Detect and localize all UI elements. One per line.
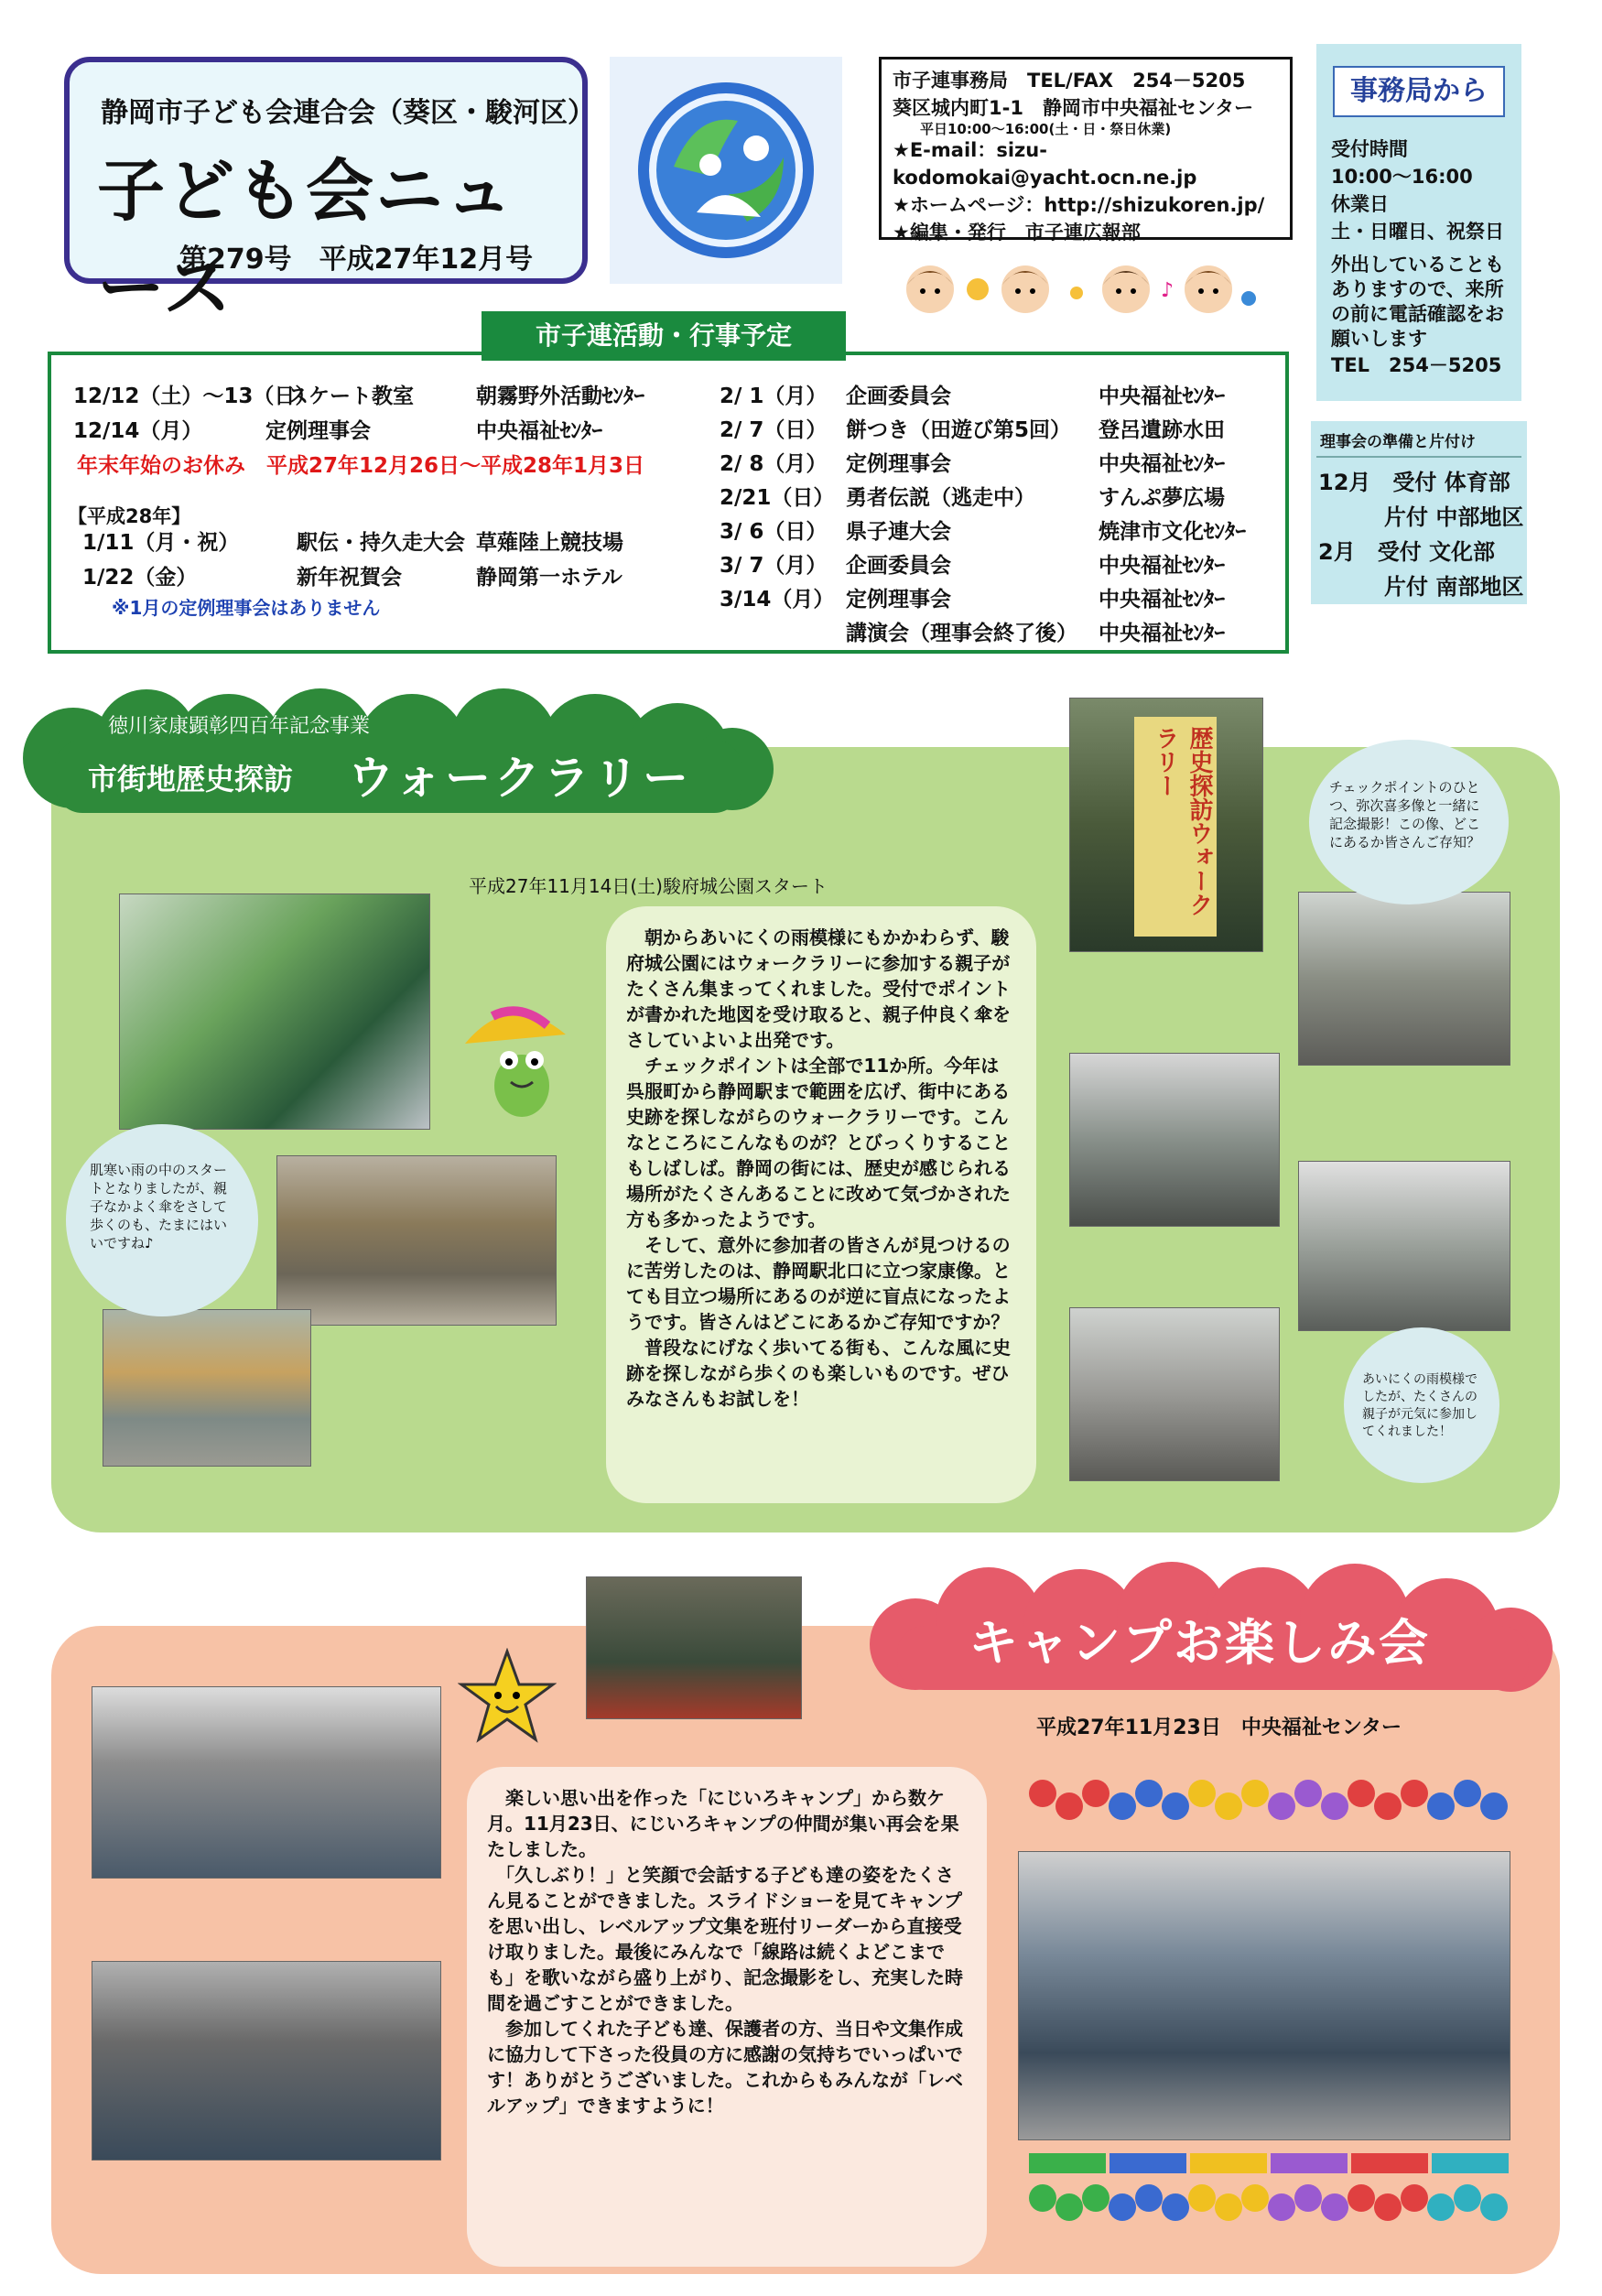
office-line: 外出していることもありますので、来所の前に電話確認をお願いします: [1331, 254, 1504, 350]
flower-icon: [1348, 1780, 1375, 1807]
schedule-place: 静岡第一ホテル: [476, 566, 622, 590]
schedule-place: すんぷ夢広場: [1099, 486, 1225, 510]
contact-line-address: 葵区城内町1-1 静岡市中央福祉センター: [893, 97, 1254, 119]
photo-park-path: [276, 1155, 557, 1326]
flower-icon: [1480, 2193, 1508, 2221]
flower-icon: [1029, 1780, 1056, 1807]
photo-booklets: [586, 1576, 802, 1719]
walkrally-subtitle: 徳川家康顕彰四百年記念事業: [108, 715, 371, 738]
flower-icon: [1427, 1792, 1455, 1820]
duty-row: 片付 中部地区: [1318, 504, 1524, 530]
office-line: [1331, 245, 1514, 253]
photo-statue-group-2: [1069, 1053, 1280, 1227]
flower-icon: [1109, 1792, 1136, 1820]
schedule-event: 定例理事会: [846, 588, 951, 612]
schedule-place: 中央福祉ｾﾝﾀｰ: [1099, 622, 1225, 645]
flower-icon: [1294, 1780, 1322, 1807]
contact-line-office: 市子連事務局 TEL/FAX 254－5205: [893, 70, 1246, 92]
photo-reception-tent: [119, 893, 430, 1130]
schedule-title: 市子連活動・行事予定: [482, 311, 846, 361]
office-line: 受付時間: [1331, 138, 1408, 160]
camp-date: 平成27年11月23日 中央福祉センター: [1036, 1717, 1402, 1739]
schedule-row: [73, 414, 602, 444]
schedule-date: 2/ 8（月）: [720, 452, 828, 476]
schedule-event: 県子連大会: [846, 520, 951, 544]
color-stripe: [1109, 2153, 1186, 2173]
flower-icon: [1321, 1792, 1348, 1820]
office-line: 休業日: [1331, 193, 1389, 215]
flower-icon: [1374, 1792, 1402, 1820]
schedule-event: 餅つき（田遊び第5回）: [846, 418, 1072, 442]
schedule-row: [720, 582, 1225, 612]
flower-icon: [1029, 2184, 1056, 2212]
photo-umbrellas: [103, 1309, 311, 1467]
flower-icon: [1188, 2184, 1216, 2212]
article-paragraph: チェックポイントは全部で11か所。今年は呉服町から静岡駅まで範囲を広げ、街中にある史跡を探しながらのウォークラリーです。こんなところにこんなものが？とびっくりすることもしばしば。静岡の街には、歴史が感じられる場所がたくさんあることに改めて気づかされた方も多かったようです。: [626, 1055, 1011, 1230]
schedule-row: [720, 514, 1246, 545]
schedule-row: [720, 447, 1225, 477]
org-logo: [610, 57, 842, 284]
flower-icon: [1454, 1780, 1481, 1807]
holiday-notice: 年末年始のお休み 平成27年12月26日～平成28年1月3日: [77, 454, 645, 478]
office-line: 10:00～16:00: [1331, 166, 1473, 188]
schedule-date: 3/ 6（日）: [720, 520, 828, 544]
schedule-date: 12/12（土）～13（日）: [73, 384, 317, 408]
article-paragraph: そして、意外に参加者の皆さんが見つけるのに苦労したのは、静岡駅北口に立つ家康像。とても目立つ場所にあるのが逆に盲点になったようです。皆さんはどこにあるかご存知ですか？: [626, 1234, 1011, 1333]
newsletter-title: 子ども会ニュース: [97, 152, 514, 328]
walkrally-title-b: ウォークラリー: [348, 752, 692, 805]
schedule-event: 講演会（理事会終了後）: [846, 622, 1077, 645]
flower-icon: [1215, 2193, 1242, 2221]
logo-emblem-icon: [610, 57, 842, 284]
duty-row: 12月 受付 体育部: [1318, 470, 1510, 495]
flower-icon: [1215, 1792, 1242, 1820]
schedule-date: 12/14（月）: [73, 419, 203, 443]
camp-title: キャンプお楽しみ会: [969, 1614, 1430, 1672]
schedule-date: 1/22（金）: [82, 566, 198, 590]
masthead: [64, 57, 595, 328]
issue-label: 第279号 平成27年12月号: [179, 244, 534, 276]
schedule-event: 定例理事会: [265, 419, 371, 443]
flower-icon: [1188, 1780, 1216, 1807]
schedule-date: 2/ 7（日）: [720, 418, 828, 442]
article-paragraph: 「久しぶり！」と笑顔で会話する子ども達の姿をたくさん見ることができました。スライドショーを見てキャンプを思い出し、レベルアップ文集を班付リーダーから直接受け取りました。最後にみんなで「線路は続くよどこまでも」を歌いながら盛り上がり、記念撮影をし、充実した時間を過ごすことができました。: [487, 1864, 963, 2014]
schedule-event: 企画委員会: [846, 554, 951, 578]
divider: [1316, 456, 1521, 458]
flower-icon: [1401, 2184, 1428, 2212]
schedule-place: 草薙陸上競技場: [476, 531, 623, 555]
office-line: 土・日曜日、祝祭日: [1331, 221, 1504, 243]
flower-icon: [1268, 1792, 1295, 1820]
schedule-event: スケート教室: [287, 384, 414, 408]
contact-line-homepage: ★ホームページ：http://shizukoren.jp/: [893, 194, 1265, 216]
article-paragraph: 朝からあいにくの雨模様にもかかわらず、駿府城公園にはウォークラリーに参加する親子がたくさん集まってくれました。受付でポイントが書かれた地図を受け取ると、親子仲良く傘をさしていよいよ出発です。: [626, 926, 1011, 1051]
schedule-row: [73, 379, 644, 409]
contact-line-email: ★E-mail：sizu-kodomokai@yacht.ocn.ne.jp: [893, 139, 1197, 189]
contact-line-publisher: ★編集・発行 市子連広報部: [893, 222, 1141, 244]
flower-icon: [1109, 2193, 1136, 2221]
schedule-place: 焼津市文化ｾﾝﾀｰ: [1099, 520, 1246, 544]
schedule-event: 企画委員会: [846, 384, 951, 408]
flower-icon: [1082, 2184, 1109, 2212]
contact-info: [879, 57, 1293, 244]
flower-icon: [1294, 2184, 1322, 2212]
kid-face-icon: [1185, 265, 1232, 313]
schedule-date: 2/21（日）: [720, 486, 835, 510]
kid-face-icon: [906, 265, 954, 313]
schedule-date: 2/ 1（月）: [720, 384, 828, 408]
color-stripe: [1351, 2153, 1428, 2173]
schedule-event: 定例理事会: [846, 452, 951, 476]
schedule-date: 3/14（月）: [720, 588, 835, 612]
photo-gathering-circle: [92, 1686, 441, 1879]
flower-icon: [967, 278, 989, 300]
camp-article: [467, 1767, 987, 2267]
photo-statue-group-4: [1069, 1307, 1280, 1481]
article-paragraph: 楽しい思い出を作った「にじいろキャンプ」から数ケ月。11月23日、にじいろキャンプの仲間が集い再会を果たしました。: [487, 1787, 959, 1860]
flower-icon: [1070, 287, 1083, 299]
office-heading: 事務局から: [1333, 66, 1505, 117]
schedule-event: 新年祝賀会: [297, 566, 402, 590]
schedule-place: 中央福祉ｾﾝﾀｰ: [476, 419, 602, 443]
schedule-note: ※1月の定例理事会はありません: [112, 597, 381, 619]
flower-icon: [1268, 2193, 1295, 2221]
frog-umbrella-illustration: [456, 998, 575, 1135]
color-stripe: [1029, 2153, 1106, 2173]
photo-group-commemorative: [1018, 1851, 1510, 2140]
schedule-event: 勇者伝説（逃走中）: [846, 486, 1035, 510]
flower-icon: [1135, 1780, 1163, 1807]
kids-faces-illustration: [897, 256, 1263, 322]
flower-icon: [1480, 1792, 1508, 1820]
schedule-row: [82, 525, 623, 556]
schedule-place: 中央福祉ｾﾝﾀｰ: [1099, 554, 1225, 578]
flower-icon: [1321, 2193, 1348, 2221]
schedule-place: 中央福祉ｾﾝﾀｰ: [1099, 588, 1225, 612]
flower-icon: [1082, 1780, 1109, 1807]
photo-statue-group-1: [1298, 892, 1510, 1066]
flower-icon: [1427, 2193, 1455, 2221]
duty-row: 片付 南部地区: [1318, 574, 1524, 600]
schedule-place: 中央福祉ｾﾝﾀｰ: [1099, 384, 1225, 408]
article-paragraph: 普段なにげなく歩いてる街も、こんな風に史跡を探しながら歩くのも楽しいものです。ぜひみなさんもお試しを！: [626, 1337, 1011, 1410]
flower-icon: [1348, 2184, 1375, 2212]
bubble-right-bottom-caption: あいにくの雨模様でしたが、たくさんの親子が元気に参加してくれました！: [1344, 1327, 1499, 1483]
walkrally-article: [606, 906, 1036, 1503]
poster-text: 歴史探訪ウォークラリー: [1134, 717, 1217, 937]
flower-icon: [1241, 1780, 1269, 1807]
office-notice: [1316, 44, 1521, 401]
schedule-event: 駅伝・持久走大会: [297, 531, 465, 555]
kid-face-icon: [1001, 265, 1049, 313]
schedule-row: [720, 379, 1225, 409]
flower-icon: [1241, 2184, 1269, 2212]
walkrally-title-a: 市街地歴史探訪: [88, 762, 294, 796]
music-note-icon: ♪: [1161, 279, 1174, 302]
umbrella-icon: [465, 1013, 566, 1044]
photo-children-seated: [92, 1961, 441, 2161]
duty-title: 理事会の準備と片付け: [1320, 433, 1476, 451]
duty-row: 2月 受付 文化部: [1318, 539, 1496, 565]
flower-icon: [1401, 1780, 1428, 1807]
year-label: 【平成28年】: [68, 505, 191, 527]
board-duty-box: [1311, 421, 1527, 604]
contact-line-hours: 平日10:00～16:00(土・日・祭日休業): [920, 121, 1172, 137]
flower-icon: [1055, 1792, 1083, 1820]
star-smile-icon: [458, 1648, 557, 1747]
schedule-row: [720, 548, 1225, 579]
schedule-row: [720, 413, 1225, 443]
color-stripe: [1271, 2153, 1348, 2173]
color-stripe: [1190, 2153, 1267, 2173]
kid-face-icon: [1102, 265, 1150, 313]
flower-icon: [1374, 2193, 1402, 2221]
photo-poster: [1069, 698, 1263, 952]
schedule-date: 1/11（月・祝）: [82, 531, 240, 555]
org-name: 静岡市子ども会連合会（葵区・駿河区）: [101, 97, 595, 129]
office-phone: TEL 254－5205: [1331, 354, 1502, 376]
schedule-place: 朝霧野外活動ｾﾝﾀｰ: [476, 384, 644, 408]
flower-icon: [1055, 2193, 1083, 2221]
flower-icon: [1454, 2184, 1481, 2212]
flower-icon: [1162, 1792, 1189, 1820]
article-paragraph: 参加してくれた子ども達、保護者の方、当日や文集作成に協力して下さった役員の方に感謝の気持ちでいっぱいです！ありがとうございました。これからもみんなが「レベルアップ」できますように！: [487, 2018, 963, 2117]
flower-icon: [1241, 291, 1256, 306]
schedule-place: 中央福祉ｾﾝﾀｰ: [1099, 452, 1225, 476]
flower-icon: [1135, 2184, 1163, 2212]
color-stripe: [1432, 2153, 1509, 2173]
schedule-place: 登呂遺跡水田: [1099, 418, 1225, 442]
bubble-right-top-caption: チェックポイントのひとつ、弥次喜多像と一緒に記念撮影！この像、どこにあるか皆さんご存知？: [1309, 740, 1509, 904]
schedule-row: [82, 560, 622, 590]
schedule-row: [720, 481, 1225, 511]
flower-icon: [1162, 2193, 1189, 2221]
office-body: [1331, 135, 1514, 379]
photo-statue-group-3: [1298, 1161, 1510, 1331]
bubble-left-caption: 肌寒い雨の中のスタートとなりましたが、親子なかよく傘をさして歩くのも、たまにはいいですね♪: [66, 1124, 258, 1316]
walkrally-date: 平成27年11月14日(土)駿府城公園スタート: [469, 875, 828, 897]
schedule-date: 3/ 7（月）: [720, 554, 828, 578]
